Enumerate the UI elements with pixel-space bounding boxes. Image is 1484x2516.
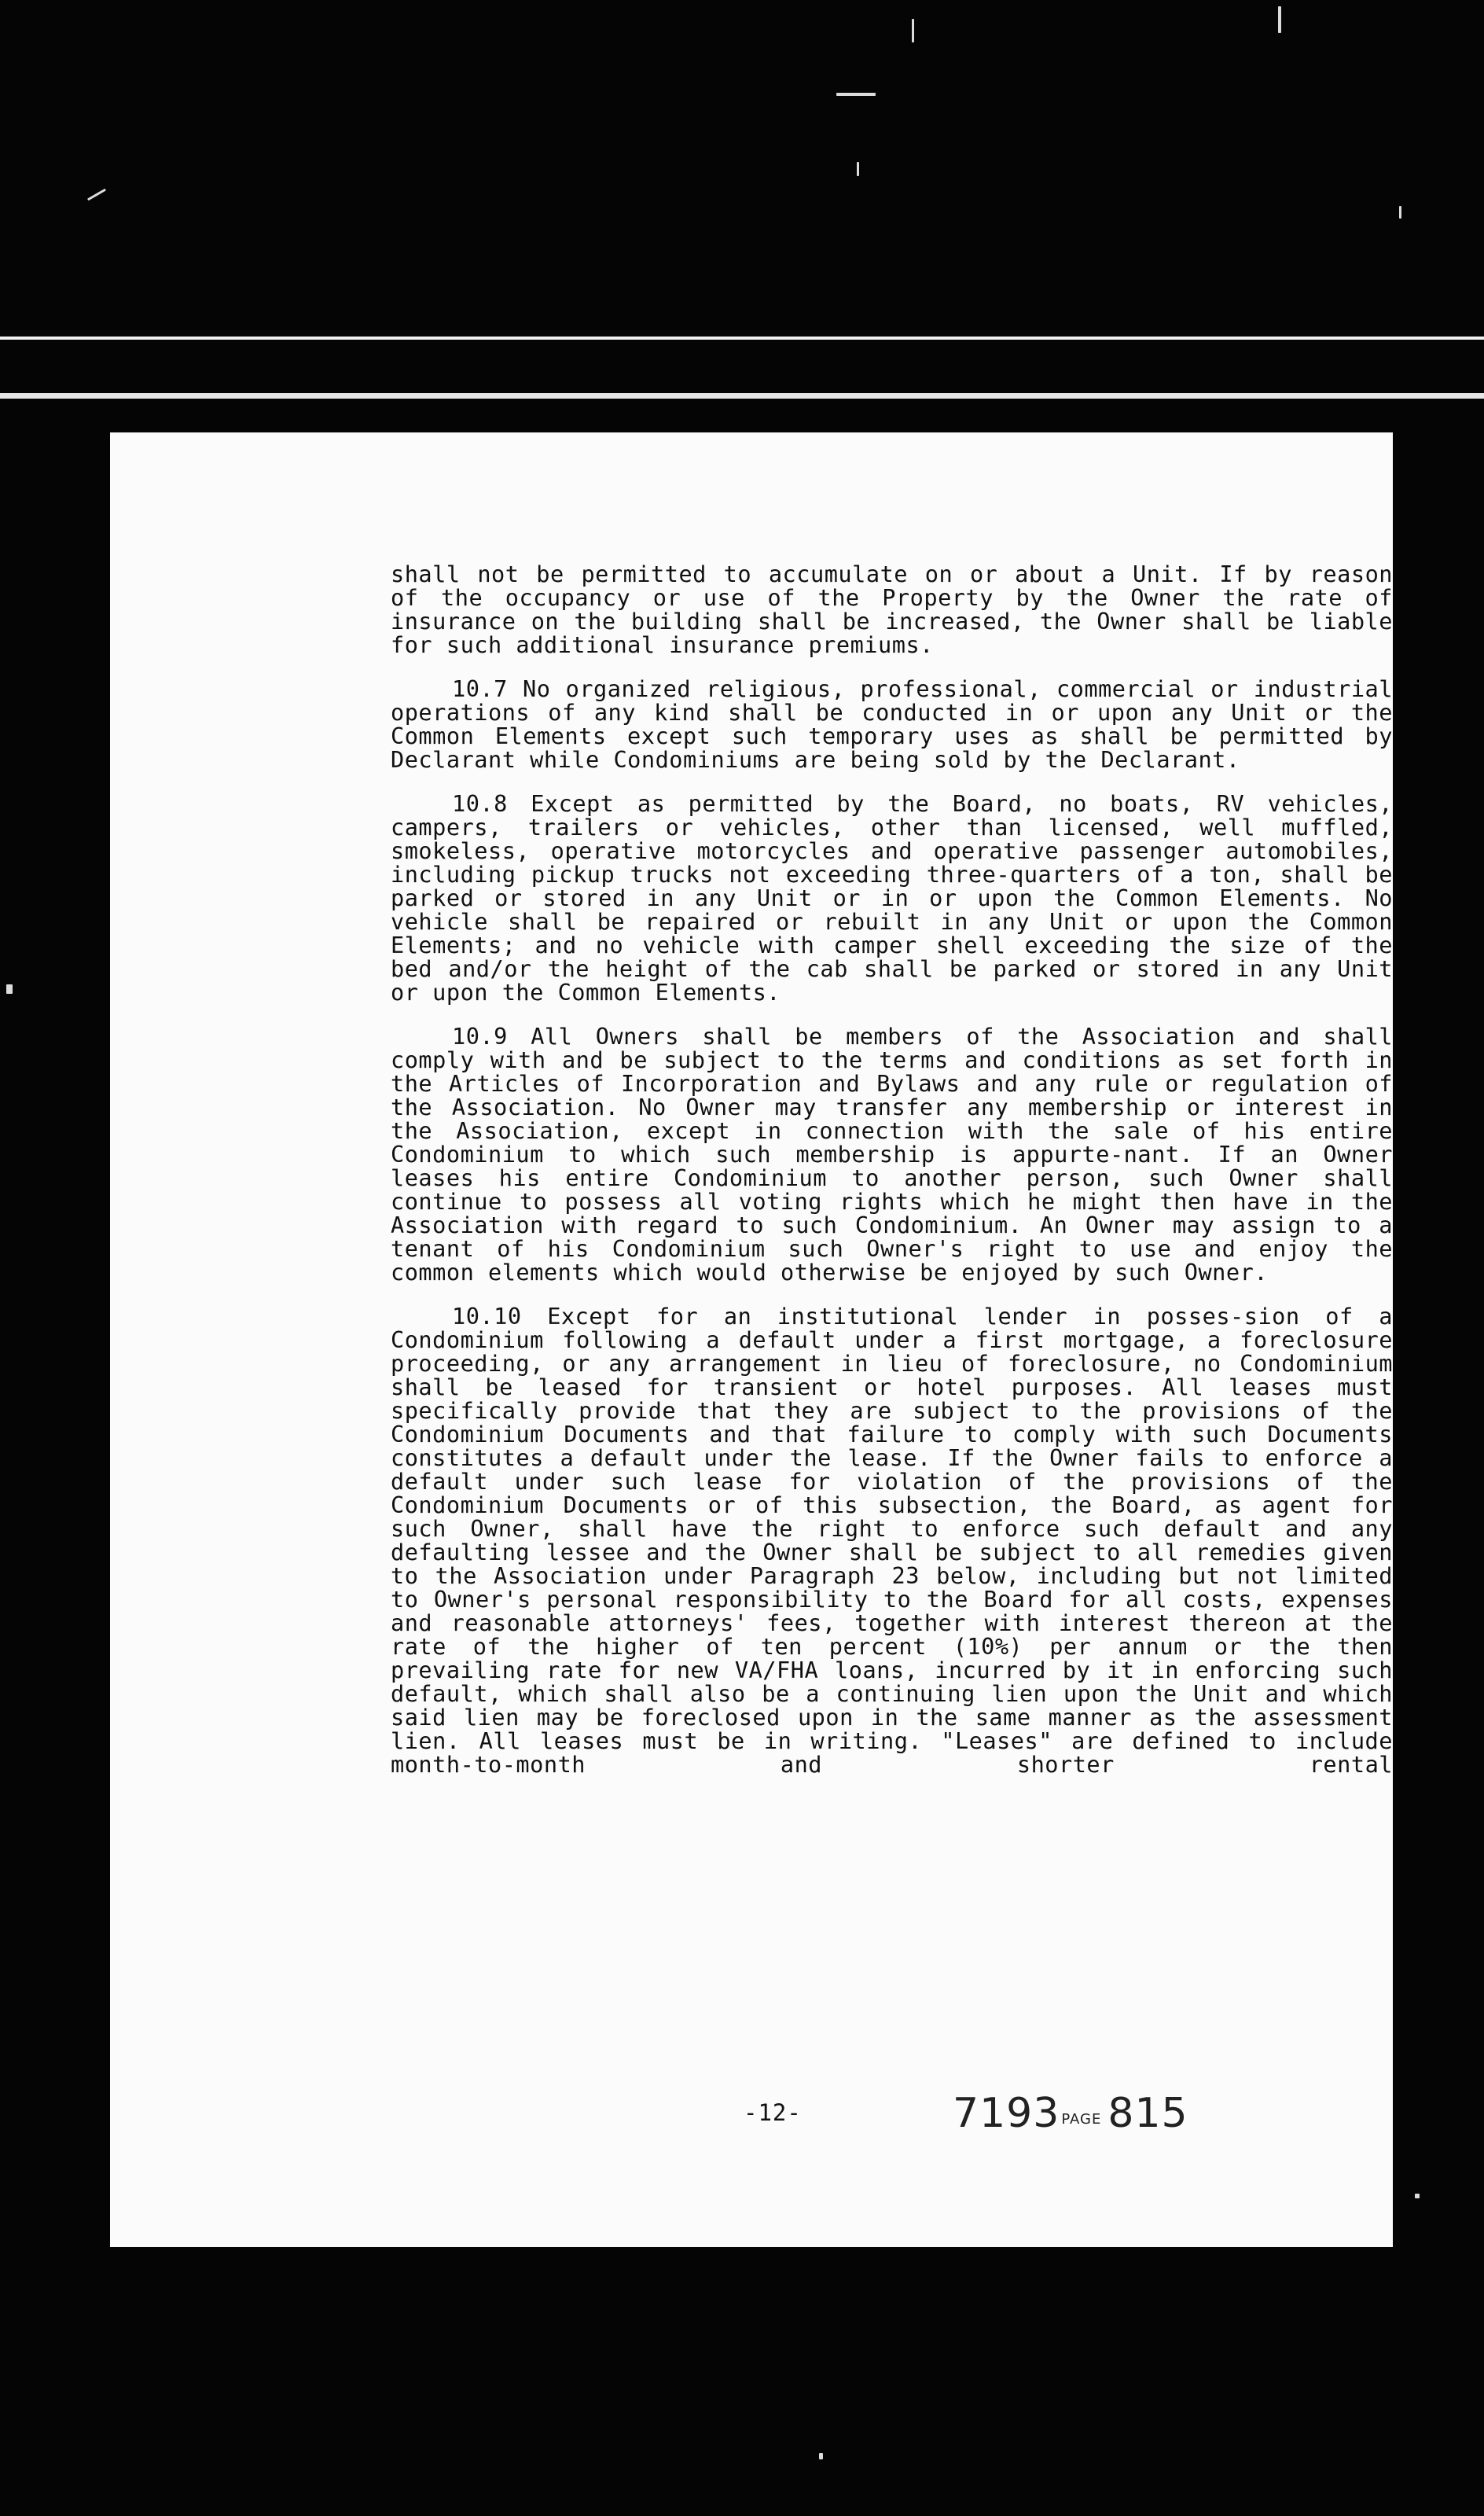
scan-speck bbox=[87, 189, 106, 201]
document-page bbox=[110, 432, 1393, 2247]
stamp-page-number: 815 bbox=[1107, 2090, 1188, 2137]
scan-edge-line bbox=[0, 337, 1484, 340]
paragraph-10-10: 10.10 Except for an institutional lender in posses-sion of a Condominium following a default under a first mortgage, a foreclosure proceeding, or any arrangement in lieu of foreclosure, no Condominium shall be leased for transient or hotel purposes. All leases must specifically provide that they are subject to the provisions of the Condominium Documents and that failure to comply with such Documents constitutes a default under the lease. If the Owner fails to enforce a default under such lease for violation of the provisions of the Condominium Documents or of this subsection, the Board, as agent for such Owner, shall have the right to enforce such default and any defaulting lessee and the Owner shall be subject to all remedies given to the Association under Paragraph 23 below, including but not limited to Owner's personal responsibility to the Board for all costs, expenses and reasonable attorneys' fees, together with interest thereon at the rate of the higher of ten percent (10%) per annum or the then prevailing rate for new VA/FHA loans, incurred by it in enforcing such default, which shall also be a continuing lien upon the Unit and which said lien may be foreclosed upon in the same manner as the assessment lien. All leases must be in writing. "Leases" are defined to include month-to-month and shorter rental bbox=[391, 1303, 1393, 1778]
page-body bbox=[391, 562, 1393, 1776]
paragraph-10-7: 10.7 No organized religious, professional, commercial or industrial operations of any kind shall be conducted in or upon any Unit or the Common Elements except such temporary uses as shall be permitted by Declarant while Condominiums are being sold by the Declarant. bbox=[391, 675, 1393, 773]
scan-speck bbox=[1399, 206, 1401, 219]
scan-speck bbox=[819, 2453, 823, 2459]
paragraph-10-9: 10.9 All Owners shall be members of the Association and shall comply with and be subject to the terms and conditions as set forth in the Articles of Incorporation and Bylaws and any rule or regulation of the Association. No Owner may transfer any membership or interest in the Association, except in connection with the sale of his entire Condominium to which such membership is appurte-nant. If an Owner leases his entire Condominium to another person, such Owner shall continue to possess all voting rights which he might then have in the Association with regard to such Condominium. An Owner may assign to a tenant of his Condominium such Owner's right to use and enjoy the common elements which would otherwise be enjoyed by such Owner. bbox=[391, 1023, 1393, 1286]
recording-stamp bbox=[953, 2090, 1188, 2137]
stamp-page-word: PAGE bbox=[1061, 2111, 1102, 2128]
scan-edge-line bbox=[0, 393, 1484, 399]
scan-speck bbox=[6, 984, 13, 994]
paragraph-10-8: 10.8 Except as permitted by the Board, no boats, RV vehicles, campers, trailers or vehicles, other than licensed, well muffled, smokeless, operative motorcycles and operative passenger automobiles, including pickup trucks not exceeding three-quarters of a ton, shall be parked or stored in any Unit or in or upon the Common Elements. No vehicle shall be repaired or rebuilt in any Unit or upon the Common Elements; and no vehicle with camper shell exceeding the size of the bed and/or the height of the cab shall be parked or stored in any Unit or upon the Common Elements. bbox=[391, 790, 1393, 1006]
scan-speck bbox=[1278, 6, 1281, 33]
scan-speck bbox=[836, 93, 876, 96]
paragraph-continuation: shall not be permitted to accumulate on or about a Unit. If by reason of the occupancy or use of the Property by the Owner the rate of insurance on the building shall be increased, the Owner shall be liable for such additional insurance premiums. bbox=[391, 561, 1393, 658]
scan-speck bbox=[1415, 2194, 1420, 2198]
page-number: -12- bbox=[744, 2099, 802, 2126]
scan-speck bbox=[912, 19, 914, 42]
scan-speck bbox=[857, 162, 859, 176]
stamp-book-number: 7193 bbox=[953, 2090, 1060, 2137]
